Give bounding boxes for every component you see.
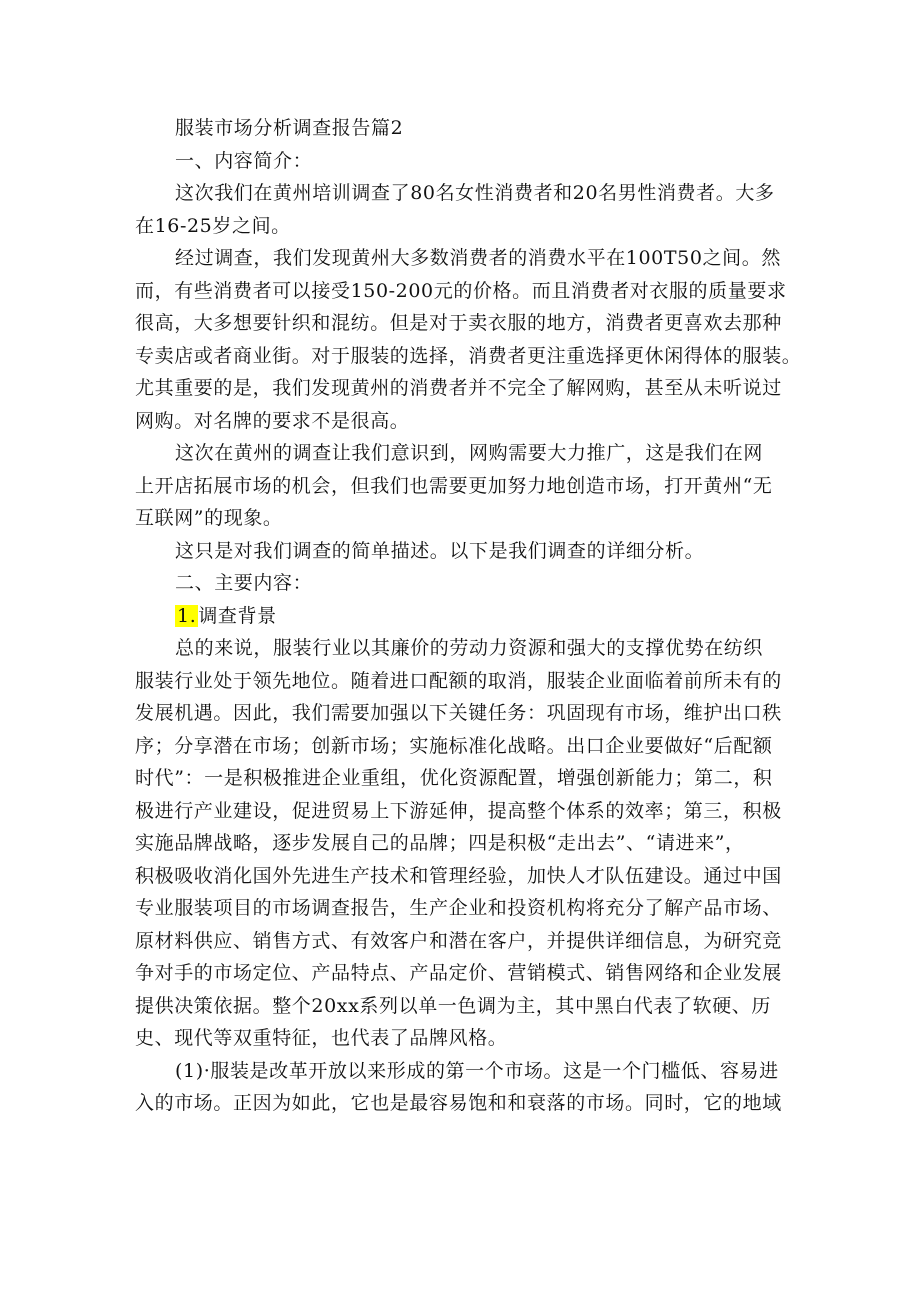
paragraph-line: 尤其重要的是，我们发现黄州的消费者并不完全了解网购，甚至从未听说过 xyxy=(135,377,782,399)
paragraph-3 xyxy=(135,437,790,535)
paragraph-line: 总的来说，服装行业以其廉价的劳动力资源和强大的支撑优势在纺织 xyxy=(175,637,764,659)
subsection-number-highlight: 1. xyxy=(177,604,197,627)
paragraph-line: 经过调查，我们发现黄州大多数消费者的消费水平在100T50之间。然 xyxy=(175,247,781,269)
paragraph-line: 史、现代等双重特征，也代表了品牌风格。 xyxy=(135,1027,508,1049)
paragraph-line: (1)·服装是改革开放以来形成的第一个市场。这是一个门槛低、容易进 xyxy=(175,1059,779,1082)
paragraph-line: 积极吸收消化国外先进生产技术和管理经验，加快人才队伍建设。通过中国 xyxy=(135,864,782,887)
paragraph-line: 时代”：一是积极推进企业重组，优化资源配置，增强创新能力；第二，积 xyxy=(135,767,773,789)
paragraph-line: 上开店拓展市场的机会，但我们也需要更加努力地创造市场，打开黄州“无 xyxy=(135,474,773,497)
paragraph-line: 专业服装项目的市场调查报告，生产企业和投资机构将充分了解产品市场、 xyxy=(135,897,782,919)
paragraph-line: 原材料供应、销售方式、有效客户和潜在客户，并提供详细信息，为研究竞 xyxy=(135,929,782,952)
paragraph-1 xyxy=(135,177,790,242)
paragraph-line: 专卖店或者商业街。对于服装的选择，消费者更注重选择更休闲得体的服装。 xyxy=(135,344,802,367)
paragraph-4: 这只是对我们调查的简单描述。以下是我们调查的详细分析。 xyxy=(175,539,705,562)
paragraph-line: 这次在黄州的调查让我们意识到，网购需要大力推广，这是我们在网 xyxy=(175,442,764,464)
paragraph-line: 而，有些消费者可以接受150-200元的价格。而且消费者对衣服的质量要求 xyxy=(135,279,787,302)
paragraph-line: 这次我们在黄州培训调查了80名女性消费者和20名男性消费者。大多 xyxy=(175,182,775,204)
paragraph-line: 极进行产业建设，促进贸易上下游延伸，提高整个体系的效率；第三，积极 xyxy=(135,799,782,822)
paragraph-line: 在16-25岁之间。 xyxy=(135,214,291,237)
paragraph-line: 发展机遇。因此，我们需要加强以下关键任务：巩固现有市场，维护出口秩 xyxy=(135,702,782,724)
section-heading-1: 一、内容简介： xyxy=(175,149,313,172)
paragraph-line: 入的市场。正因为如此，它也是最容易饱和和衰落的市场。同时，它的地域 xyxy=(135,1092,782,1114)
paragraph-line: 争对手的市场定位、产品特点、产品定价、营销模式、销售网络和企业发展 xyxy=(135,962,782,984)
paragraph-6 xyxy=(135,1055,790,1120)
paragraph-line: 序；分享潜在市场；创新市场；实施标准化战略。出口企业要做好“后配额 xyxy=(135,734,773,757)
subsection-title: 调查背景 xyxy=(198,604,277,627)
paragraph-line: 很高，大多想要针织和混纺。但是对于卖衣服的地方，消费者更喜欢去那种 xyxy=(135,312,782,334)
subsection-heading xyxy=(135,600,790,633)
paragraph-line: 服装行业处于领先地位。随着进口配额的取消，服装企业面临着前所未有的 xyxy=(135,669,782,692)
document-body xyxy=(135,112,802,1120)
section-heading-2: 二、主要内容： xyxy=(175,572,313,594)
paragraph-line: 实施品牌战略，逐步发展自己的品牌；四是积极“走出去”、“请进来”， xyxy=(135,832,745,854)
paragraph-5 xyxy=(135,632,790,1055)
paragraph-line: 提供决策依据。整个20xx系列以单一色调为主，其中黑白代表了软硬、历 xyxy=(135,994,772,1017)
document-title: 服装市场分析调查报告篇2 xyxy=(175,117,404,139)
paragraph-line: 网购。对名牌的要求不是很高。 xyxy=(135,409,410,432)
paragraph-2 xyxy=(135,242,802,437)
paragraph-line: 互联网”的现象。 xyxy=(135,507,283,529)
